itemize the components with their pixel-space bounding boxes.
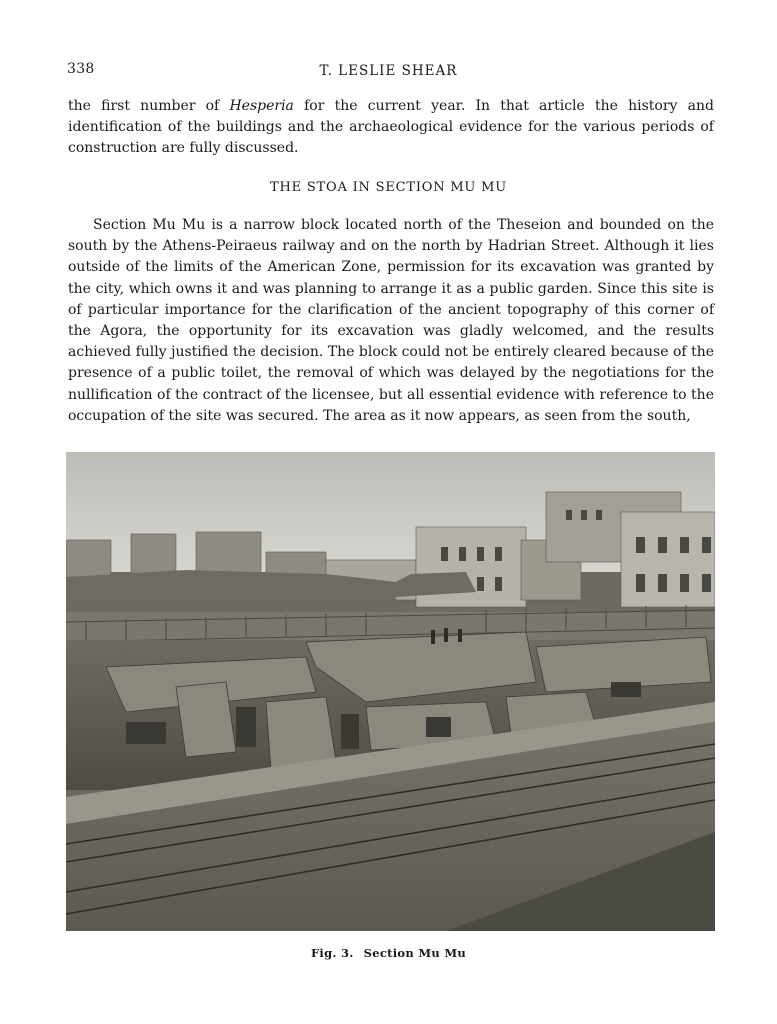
- running-head: T. LESLIE SHEAR: [319, 63, 458, 79]
- journal-title: Hesperia: [229, 98, 294, 114]
- figure-number: Fig. 3.: [310, 946, 354, 960]
- paragraph-continued: [68, 96, 714, 160]
- photograph-illustration: [66, 452, 715, 931]
- paragraph-1-text-b: for the current year. In that article the history and identification of the buildings and the archaeological evidence for the various periods of construction are fully discussed.: [68, 98, 714, 157]
- section-heading: THE STOA IN SECTION MU MU: [269, 180, 507, 195]
- paragraph-section-mu-mu: Section Mu Mu is a narrow block located north of the Theseion and bounded on the south by the Athens-Peiraeus railway and on the north by Hadrian Street. Although it lies outside of the limits of the American Zone, permission for its excavation was granted by the city, which owns it and was planning to arrange it as a public garden. Since this site is of particular importance for the clarification of the ancient topography of this corner of the Agora, the opportunity for its excavation was gladly welcomed, and the results achieved fully justified the decision. The block could not be entirely cleared because of the presence of a public toilet, the removal of which was delayed by the negotiations for the nullification of the contract of the licensee, but all essential evidence with reference to the occupation of the site was secured. The area as it now appears, as seen from the south,: [68, 217, 714, 424]
- figure-title: Section Mu Mu: [363, 946, 467, 960]
- paragraph-1-text-a: the first number of: [68, 98, 230, 114]
- page-number: 338: [67, 61, 95, 77]
- excavation-photograph: [66, 452, 715, 931]
- figure-caption: [0, 946, 777, 960]
